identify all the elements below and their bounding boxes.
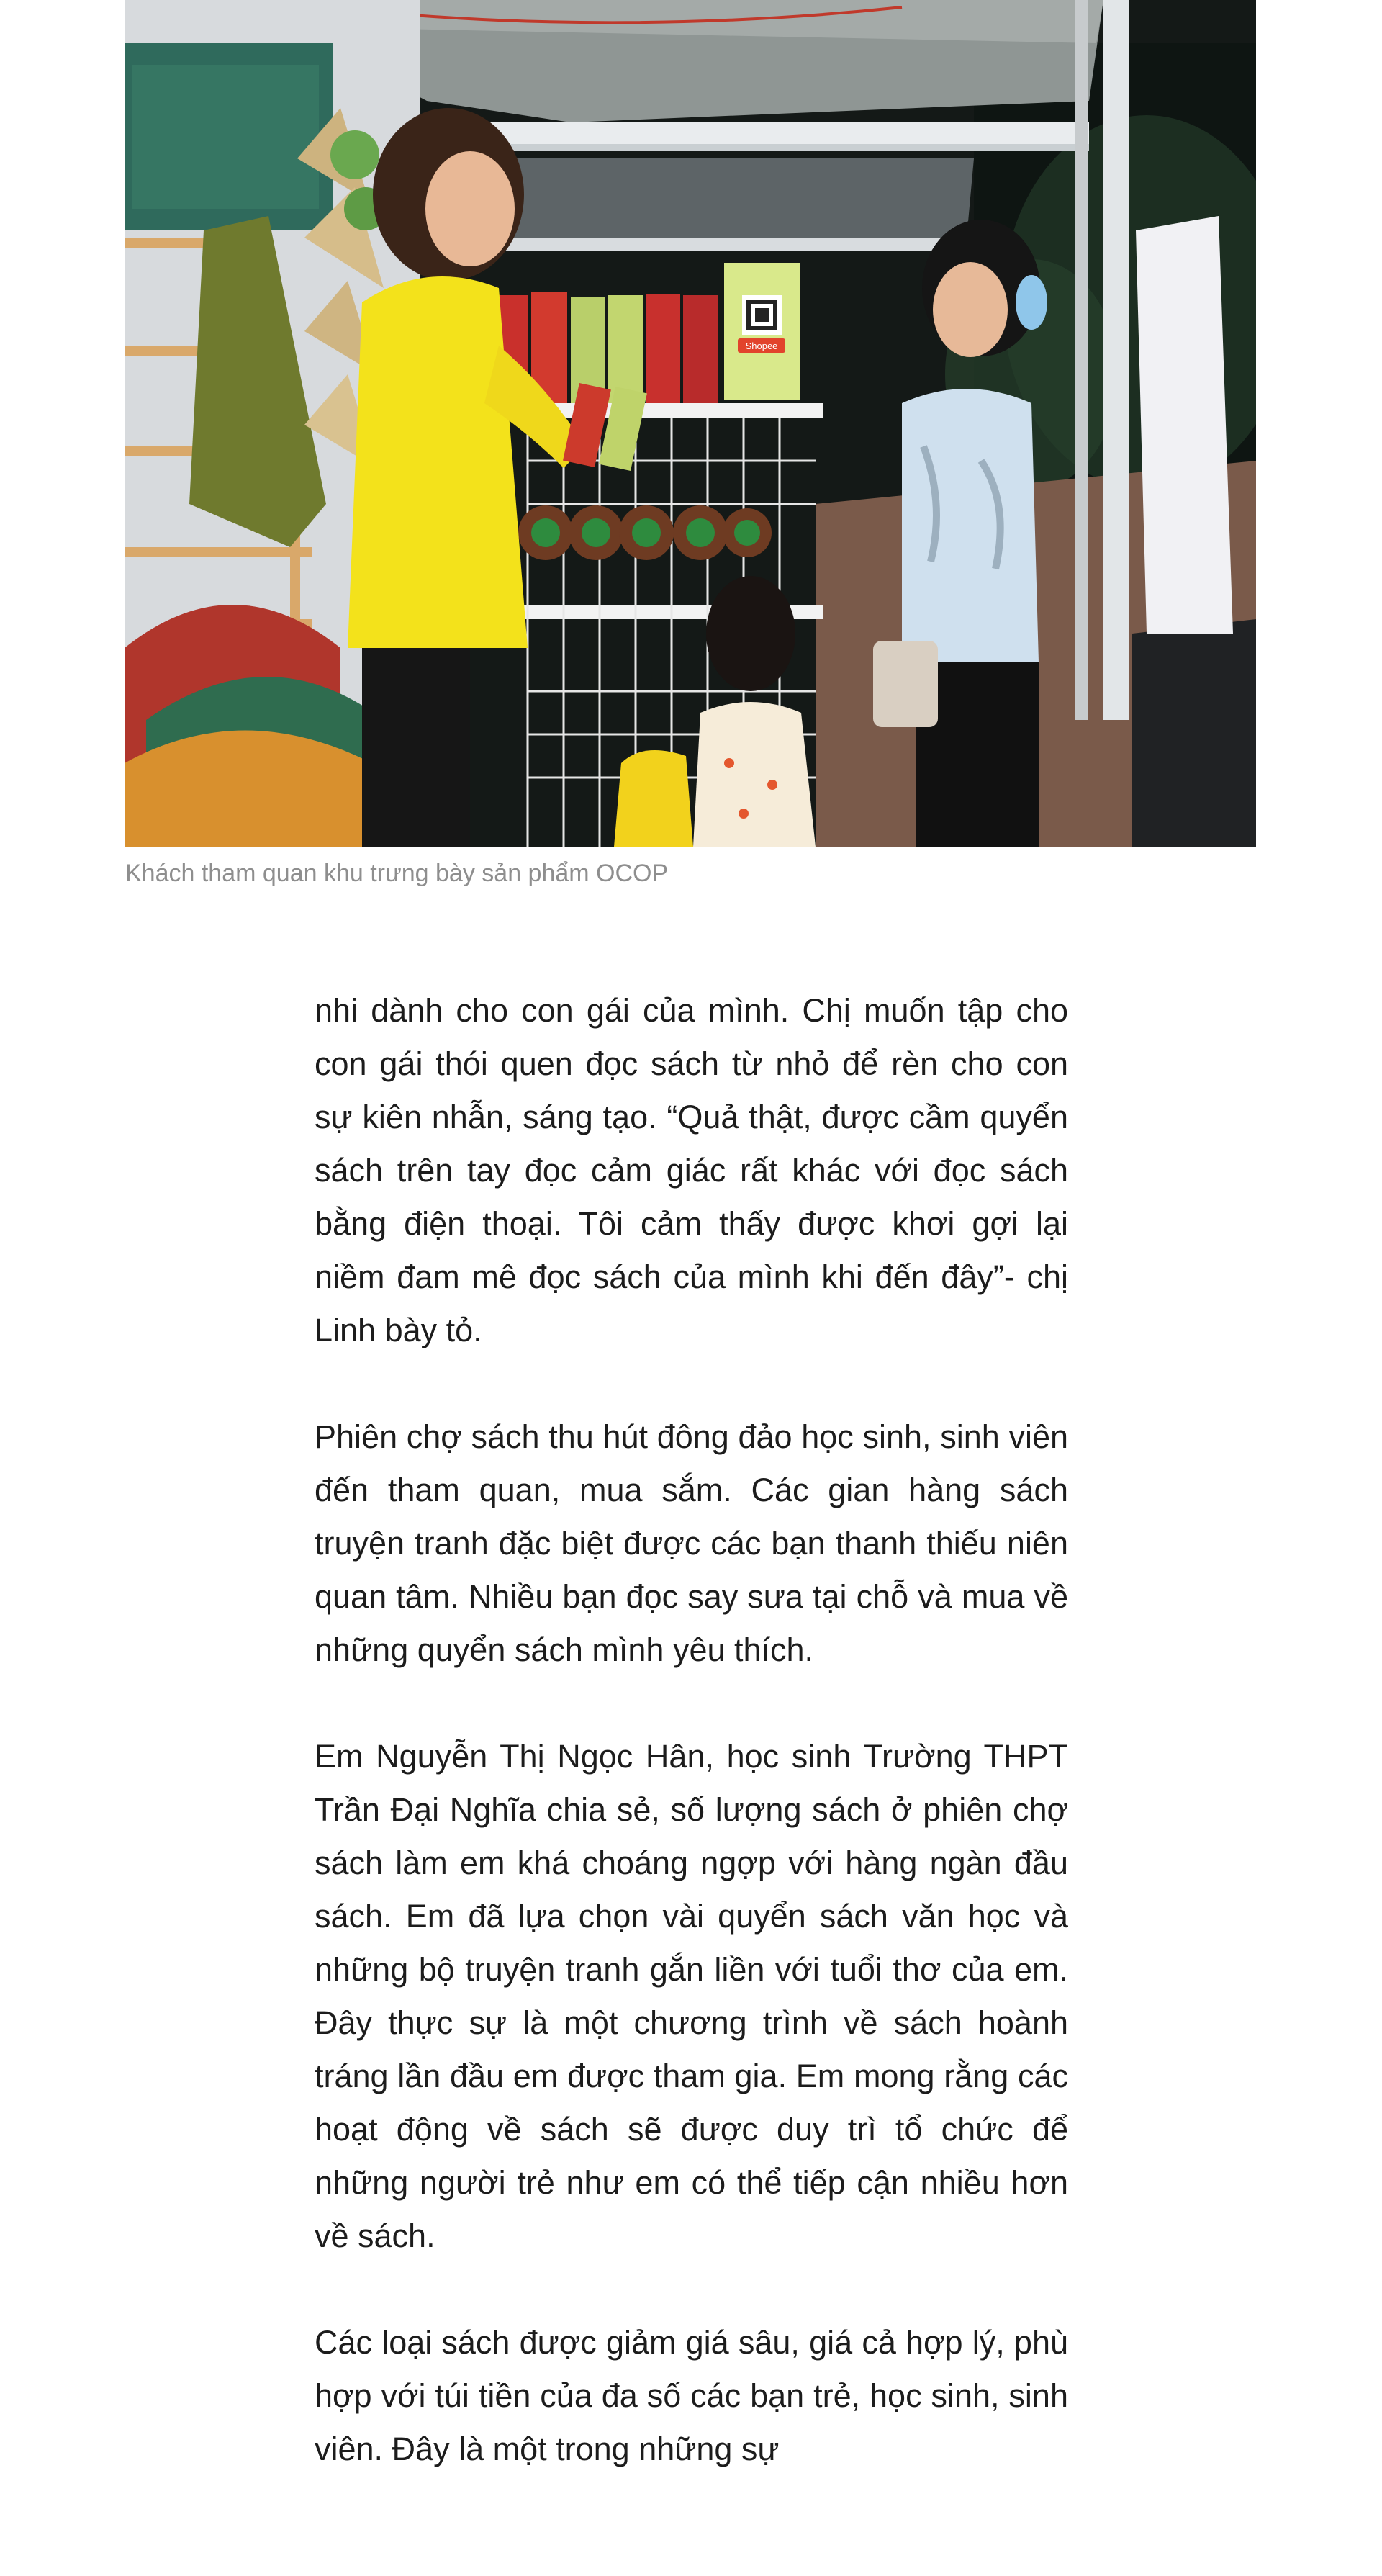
article-paragraph: Các loại sách được giảm giá sâu, giá cả hợp lý, phù hợp với túi tiền của đa số các bạn trẻ, học sinh, sinh viên. Đây là một trong những sự [315,2324,1068,2467]
booth-photo-illustration [125,0,1256,847]
booth-photo [125,0,1256,847]
shopee-sign-label: Shopee [745,341,778,351]
article-paragraph: Em Nguyễn Thị Ngọc Hân, học sinh Trường THPT Trần Đại Nghĩa chia sẻ, số lượng sách ở phiên chợ sách làm em khá choáng ngợp với hàng ngàn đầu sách. Em đã lựa chọn vài quyển sách văn học và những bộ truyện tranh gắn liền với tuổi thơ của em. Đây thực sự là một chương trình về sách hoành tráng lần đầu em được tham gia. Em mong rằng các hoạt động về sách sẽ được duy trì tổ chức để những người trẻ như em có thể tiếp cận nhiều hơn về sách. [315,1738,1068,2254]
photo-caption: Khách tham quan khu trưng bày sản phẩm OCOP [125,860,669,887]
article-paragraph: nhi dành cho con gái của mình. Chị muốn tập cho con gái thói quen đọc sách từ nhỏ để rèn cho con sự kiên nhẫn, sáng tạo. “Quả thật, được cầm quyển sách trên tay đọc cảm giác rất khác với đọc sách bằng điện thoại. Tôi cảm thấy được khơi gợi lại niềm đam mê đọc sách của mình khi đến đây”- chị Linh bày tỏ. [315,992,1068,1348]
article-paragraph: Phiên chợ sách thu hút đông đảo học sinh, sinh viên đến tham quan, mua sắm. Các gian hàng sách truyện tranh đặc biệt được các bạn thanh thiếu niên quan tâm. Nhiều bạn đọc say sưa tại chỗ và mua về những quyển sách mình yêu thích. [315,1418,1068,1668]
article-body [315,984,1068,2529]
